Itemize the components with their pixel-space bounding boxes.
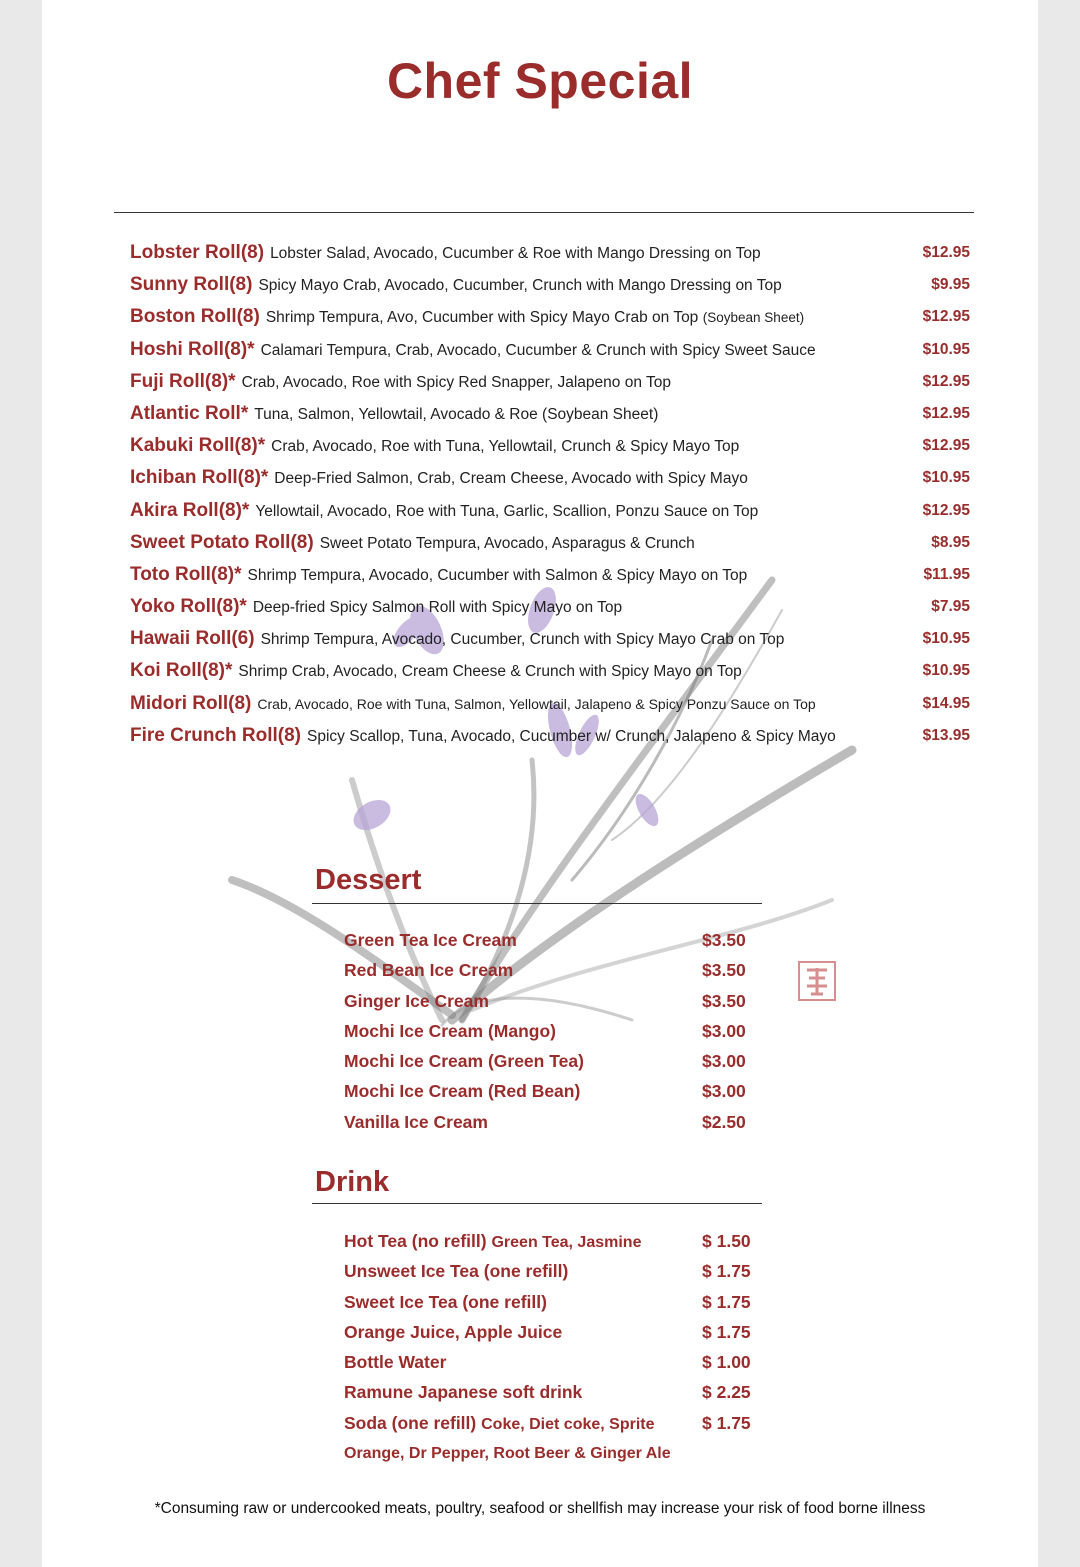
roll-name: Kabuki Roll(8)* [130,435,266,457]
dessert-item [344,1016,764,1046]
roll-price: $7.95 [931,598,970,616]
roll-description: Yellowtail, Avocado, Roe with Tuna, Garlic, Scallion, Ponzu Sauce on Top [255,502,759,520]
roll-description: Shrimp Tempura, Avocado, Cucumber with Salmon & Spicy Mayo on Top [247,566,748,584]
dessert-price: $3.00 [702,1051,746,1072]
divider [114,212,974,213]
dessert-name: Ginger Ice Cream [344,990,489,1011]
roll-price: $12.95 [922,244,970,261]
drink-price: $ 2.25 [702,1382,751,1403]
dessert-name: Vanilla Ice Cream [344,1111,488,1132]
page-title: Chef Special [386,53,694,109]
roll-item [130,720,976,752]
roll-description: Crab, Avocado, Roe with Tuna, Yellowtail, Crunch & Spicy Mayo Top [271,438,740,456]
drink-item [344,1377,764,1407]
roll-item [130,334,976,366]
roll-description: Deep-Fried Salmon, Crab, Cream Cheese, Avocado with Spicy Mayo [274,470,748,488]
dessert-item [344,955,764,985]
drink-name: Hot Tea (no refill) [344,1231,487,1251]
roll-name: Koi Roll(8)* [130,660,233,682]
roll-description: Crab, Avocado, Roe with Spicy Red Snapper, Jalapeno on Top [241,373,671,391]
drink-continuation: Orange, Dr Pepper, Root Beer & Ginger Ale [344,1445,671,1462]
dessert-price: $3.50 [702,990,746,1011]
roll-item [130,237,976,269]
drink-name: Sweet Ice Tea (one refill) [344,1291,547,1312]
roll-description: Shrimp Tempura, Avocado, Cucumber, Crunch with Spicy Mayo Crab on Top [260,631,785,649]
roll-price: $9.95 [931,276,970,294]
dessert-name: Red Bean Ice Cream [344,960,514,981]
drink-price: $ 1.75 [702,1412,751,1433]
drink-item [344,1347,764,1377]
roll-name: Midori Roll(8) [130,692,252,714]
drink-price: $ 1.75 [702,1291,751,1312]
drink-list [344,1226,764,1438]
drink-name: Orange Juice, Apple Juice [344,1321,563,1342]
drink-detail: Green Tea, Jasmine [491,1234,642,1251]
roll-item [130,655,976,687]
roll-description: Calamari Tempura, Crab, Avocado, Cucumber & Crunch with Spicy Sweet Sauce [260,341,816,359]
roll-name: Fuji Roll(8)* [130,370,236,392]
roll-price: $8.95 [931,533,970,551]
drink-price: $ 1.00 [702,1352,751,1373]
dessert-price: $2.50 [702,1111,746,1132]
roll-price: $13.95 [922,726,970,744]
menu-page [42,0,1038,1567]
dessert-item [344,986,764,1016]
roll-name: Ichiban Roll(8)* [130,467,269,489]
dessert-price: $3.00 [702,1020,746,1041]
divider [312,903,762,904]
seal-stamp-image [797,960,837,1002]
drink-price: $ 1.50 [702,1231,751,1251]
roll-item [130,559,976,591]
drink-item [344,1408,764,1438]
roll-name: Hawaii Roll(6) [130,628,255,650]
roll-description: Shrimp Tempura, Avo, Cucumber with Spicy Mayo Crab on Top [265,309,699,327]
roll-name: Akira Roll(8)* [130,499,250,521]
roll-item [130,591,976,623]
roll-price: $12.95 [922,501,970,519]
dessert-price: $3.50 [702,960,746,981]
roll-item [130,527,976,559]
dessert-name: Mochi Ice Cream (Green Tea) [344,1051,584,1072]
roll-name: Fire Crunch Roll(8) [130,724,302,746]
roll-description: Sweet Potato Tempura, Avocado, Asparagus & Crunch [319,534,695,552]
roll-item [130,269,976,301]
roll-item [130,688,976,720]
roll-name: Boston Roll(8) [130,306,260,328]
drink-item [344,1317,764,1347]
roll-item [130,301,976,333]
dessert-price: $3.50 [702,930,746,950]
roll-price: $10.95 [922,662,970,680]
roll-item [130,623,976,655]
dessert-name: Mochi Ice Cream (Mango) [344,1020,556,1041]
roll-name: Yoko Roll(8)* [130,596,247,618]
dessert-name: Green Tea Ice Cream [344,930,517,950]
roll-price: $10.95 [922,630,970,648]
roll-price: $12.95 [922,308,970,326]
drink-name: Unsweet Ice Tea (one refill) [344,1261,569,1282]
dessert-name: Mochi Ice Cream (Red Bean) [344,1081,581,1102]
food-safety-footnote: *Consuming raw or undercooked meats, poultry, seafood or shellfish may increase your risk of food borne illness [154,1500,926,1517]
roll-name: Hoshi Roll(8)* [130,338,255,360]
roll-price: $11.95 [923,565,970,583]
drink-heading: Drink [315,1166,390,1198]
drink-price: $ 1.75 [702,1321,751,1342]
roll-price: $10.95 [922,340,970,358]
roll-item [130,495,976,527]
drink-name: Ramune Japanese soft drink [344,1382,583,1403]
roll-description: Deep-fried Spicy Salmon Roll with Spicy Mayo on Top [252,599,623,617]
roll-item [130,398,976,430]
roll-price: $12.95 [922,372,970,390]
roll-price: $10.95 [922,469,970,487]
roll-name: Atlantic Roll* [130,402,249,424]
divider [312,1203,762,1204]
roll-name: Toto Roll(8)* [130,563,242,585]
drink-name: Bottle Water [344,1352,447,1373]
roll-description: Lobster Salad, Avocado, Cucumber & Roe with Mango Dressing on Top [270,245,761,262]
roll-name: Lobster Roll(8) [130,242,265,263]
roll-description: Shrimp Crab, Avocado, Cream Cheese & Crunch with Spicy Mayo on Top [238,663,742,681]
drink-detail: Coke, Diet coke, Sprite [481,1415,655,1433]
drink-item [344,1287,764,1317]
drink-item [344,1256,764,1286]
dessert-price: $3.00 [702,1081,746,1102]
roll-description: Spicy Scallop, Tuna, Avocado, Cucumber w/ Crunch, Jalapeno & Spicy Mayo [307,727,836,745]
drink-name: Soda (one refill) [344,1412,477,1433]
dessert-list [344,925,764,1137]
roll-description: Spicy Mayo Crab, Avocado, Cucumber, Crunch with Mango Dressing on Top [258,277,782,295]
roll-description: Tuna, Salmon, Yellowtail, Avocado & Roe (Soybean Sheet) [254,405,659,423]
drink-price: $ 1.75 [702,1261,751,1282]
roll-price: $14.95 [922,694,970,712]
dessert-item [344,1046,764,1076]
roll-price: $12.95 [922,404,970,422]
drink-item [344,1226,764,1256]
roll-note: (Soybean Sheet) [702,310,805,326]
roll-name: Sweet Potato Roll(8) [130,531,314,553]
dessert-item [344,1107,764,1137]
roll-price: $12.95 [922,437,970,455]
dessert-item [344,925,764,955]
dessert-item [344,1076,764,1106]
dessert-heading: Dessert [315,864,422,896]
roll-item [130,430,976,462]
roll-item [130,366,976,398]
chef-special-list [130,237,976,752]
roll-name: Sunny Roll(8) [130,274,253,296]
roll-item [130,462,976,494]
roll-description: Crab, Avocado, Roe with Tuna, Salmon, Yellowtail, Jalapeno & Spicy Ponzu Sauce on Top [257,695,816,712]
